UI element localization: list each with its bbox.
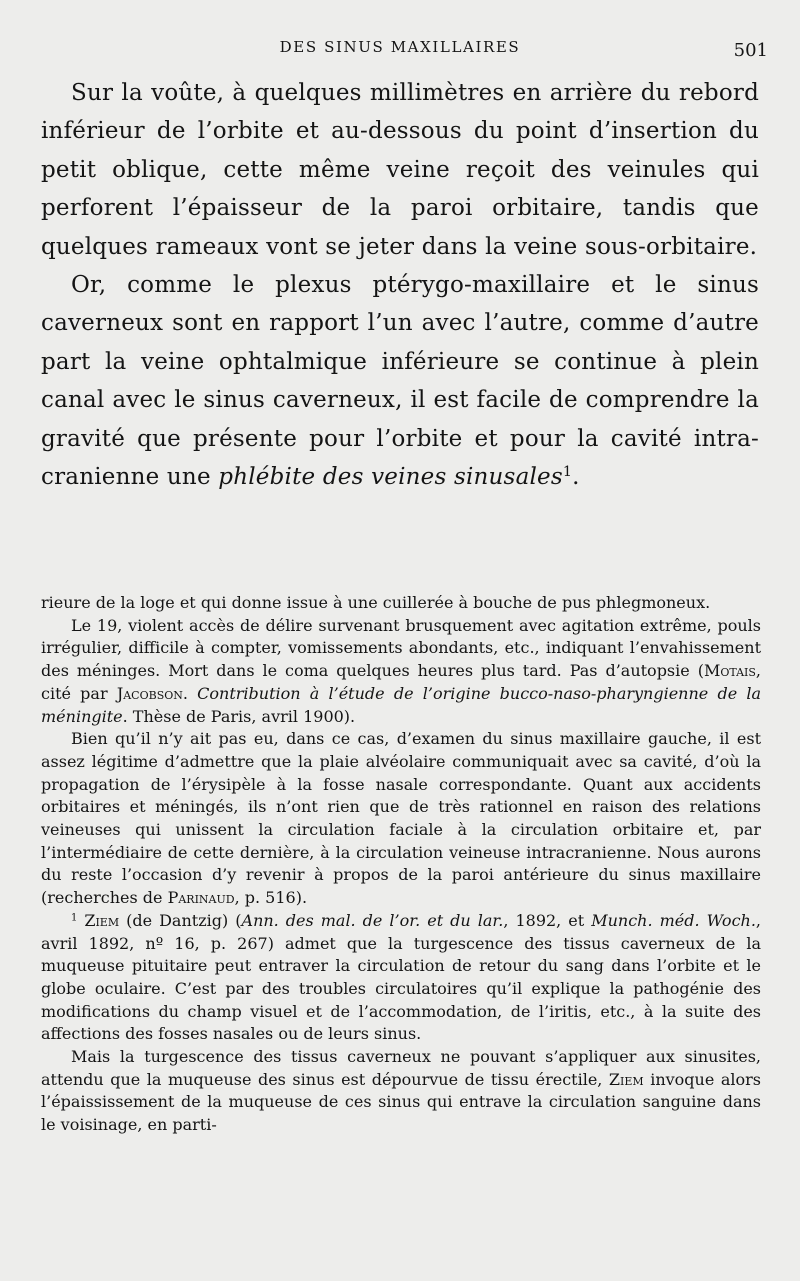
author-name: Jacobson <box>116 683 183 703</box>
journal-title: Ann. des mal. de l’or. et du lar. <box>241 910 504 930</box>
footnote-marker: 1 <box>71 912 78 924</box>
note-continuation: rieure de la loge et qui donne issue à une cuillerée à bouche de pus phlegmoneux. <box>41 593 711 612</box>
paragraph-2-end: . <box>572 464 580 491</box>
author-name: Motais <box>703 661 756 681</box>
author-name: Ziem <box>84 910 120 930</box>
journal-title: Munch. méd. Woch. <box>591 910 756 930</box>
note-text: . Thèse de Paris, avril 1900). <box>122 706 356 726</box>
page-header <box>0 38 800 60</box>
paragraph-2-italic: phlébite des veines sinusales <box>218 464 563 491</box>
note-reference: 1 <box>562 464 573 481</box>
running-title: DES SINUS MAXILLAIRES <box>279 38 521 56</box>
note-text: , avril 1892, nº 16, p. 267) admet que la turgescence des tissus caverneux de la muqueuse pituitaire peut entraver la circulation de retour du sang dans l’orbite et le globe oculaire. C’est par des troubles circulatoires qu’il explique la pathogénie des modifications du champ visuel et de l’accommodation, de l’iritis, etc., à la suite des affections des fosses nasales ou de leurs sinus. <box>41 910 762 1044</box>
paragraph-1: Sur la voûte, à quelques millimètres en arrière du rebord inférieur de l’orbite et au-dessous du point d’insertion du petit oblique, cette même veine reçoit des veinules qui perforent l’épaisseur de la paroi orbitaire, tandis que quelques rameaux vont se jeter dans la veine sous-orbitaire. <box>41 80 759 260</box>
note-text: Bien qu’il n’y ait pas eu, dans ce cas, d’examen du sinus maxillaire gauche, il est assez légitime d’admettre que la plaie alvéolaire communiquait avec sa cavité, d’où la propagation de l’érysipèle à la fosse nasale correspondante. Quant aux accidents orbitaires et méningés, ils n’ont rien que de très rationnel en raison des relations veineuses qui unissent la circulation faciale à la circulation orbitaire et, par l’intermédiaire de cette dernière, à la circulation veineuse intracranienne. Nous aurons du reste l’occasion d’y revenir à propos de la paroi antérieure du sinus maxillaire (recherches de <box>41 729 761 908</box>
notes <box>41 592 761 1137</box>
note-case-report <box>41 615 761 729</box>
note-text: , 1892, et <box>503 910 592 930</box>
note-text: invoque alors l’épaississement de la muqueuse de ces sinus qui entrave la circulation sanguine dans le voisinage, en parti- <box>41 1069 761 1135</box>
main-text <box>41 74 759 496</box>
note-text: Mais la turgescence des tissus caverneux ne pouvant s’appliquer aux sinusites, attendu que la muqueuse des sinus est dépourvue de tissu érectile, <box>41 1047 761 1089</box>
note-text: (de Dantzig) ( <box>119 910 242 930</box>
note-text: Le 19, violent accès de délire survenant brusquement avec agitation extrême, pouls irrégulier, difficile à compter, vomissements abondants, etc., indiquant l’envahissement des méninges. Mort dans le coma quelques heures plus tard. Pas d’autopsie ( <box>41 615 761 681</box>
page-number: 501 <box>733 40 768 61</box>
footnote-1 <box>41 910 761 1046</box>
note-text: , cité par <box>41 661 761 703</box>
note-text: . <box>182 683 198 703</box>
author-name: Ziem <box>608 1069 644 1089</box>
paragraph-2 <box>41 266 759 496</box>
paragraph-2-text: Or, comme le plexus ptérygo-maxillaire et le sinus caverneux sont en rapport l’un avec l’autre, comme d’autre part la veine ophtalmique inférieure se continue à plein canal avec le sinus caverneux, il est facile de comprendre la gravité que présente pour l’orbite et pour la cavité intra-cranienne une <box>41 272 759 491</box>
note-commentary <box>41 728 761 910</box>
footnote-continuation <box>41 1046 761 1137</box>
author-name: Parinaud <box>167 888 235 908</box>
note-text: , p. 516). <box>234 888 308 908</box>
work-title: Contribution à l’étude de l’origine bucco-naso-pharyngienne de la méningite <box>41 683 762 726</box>
